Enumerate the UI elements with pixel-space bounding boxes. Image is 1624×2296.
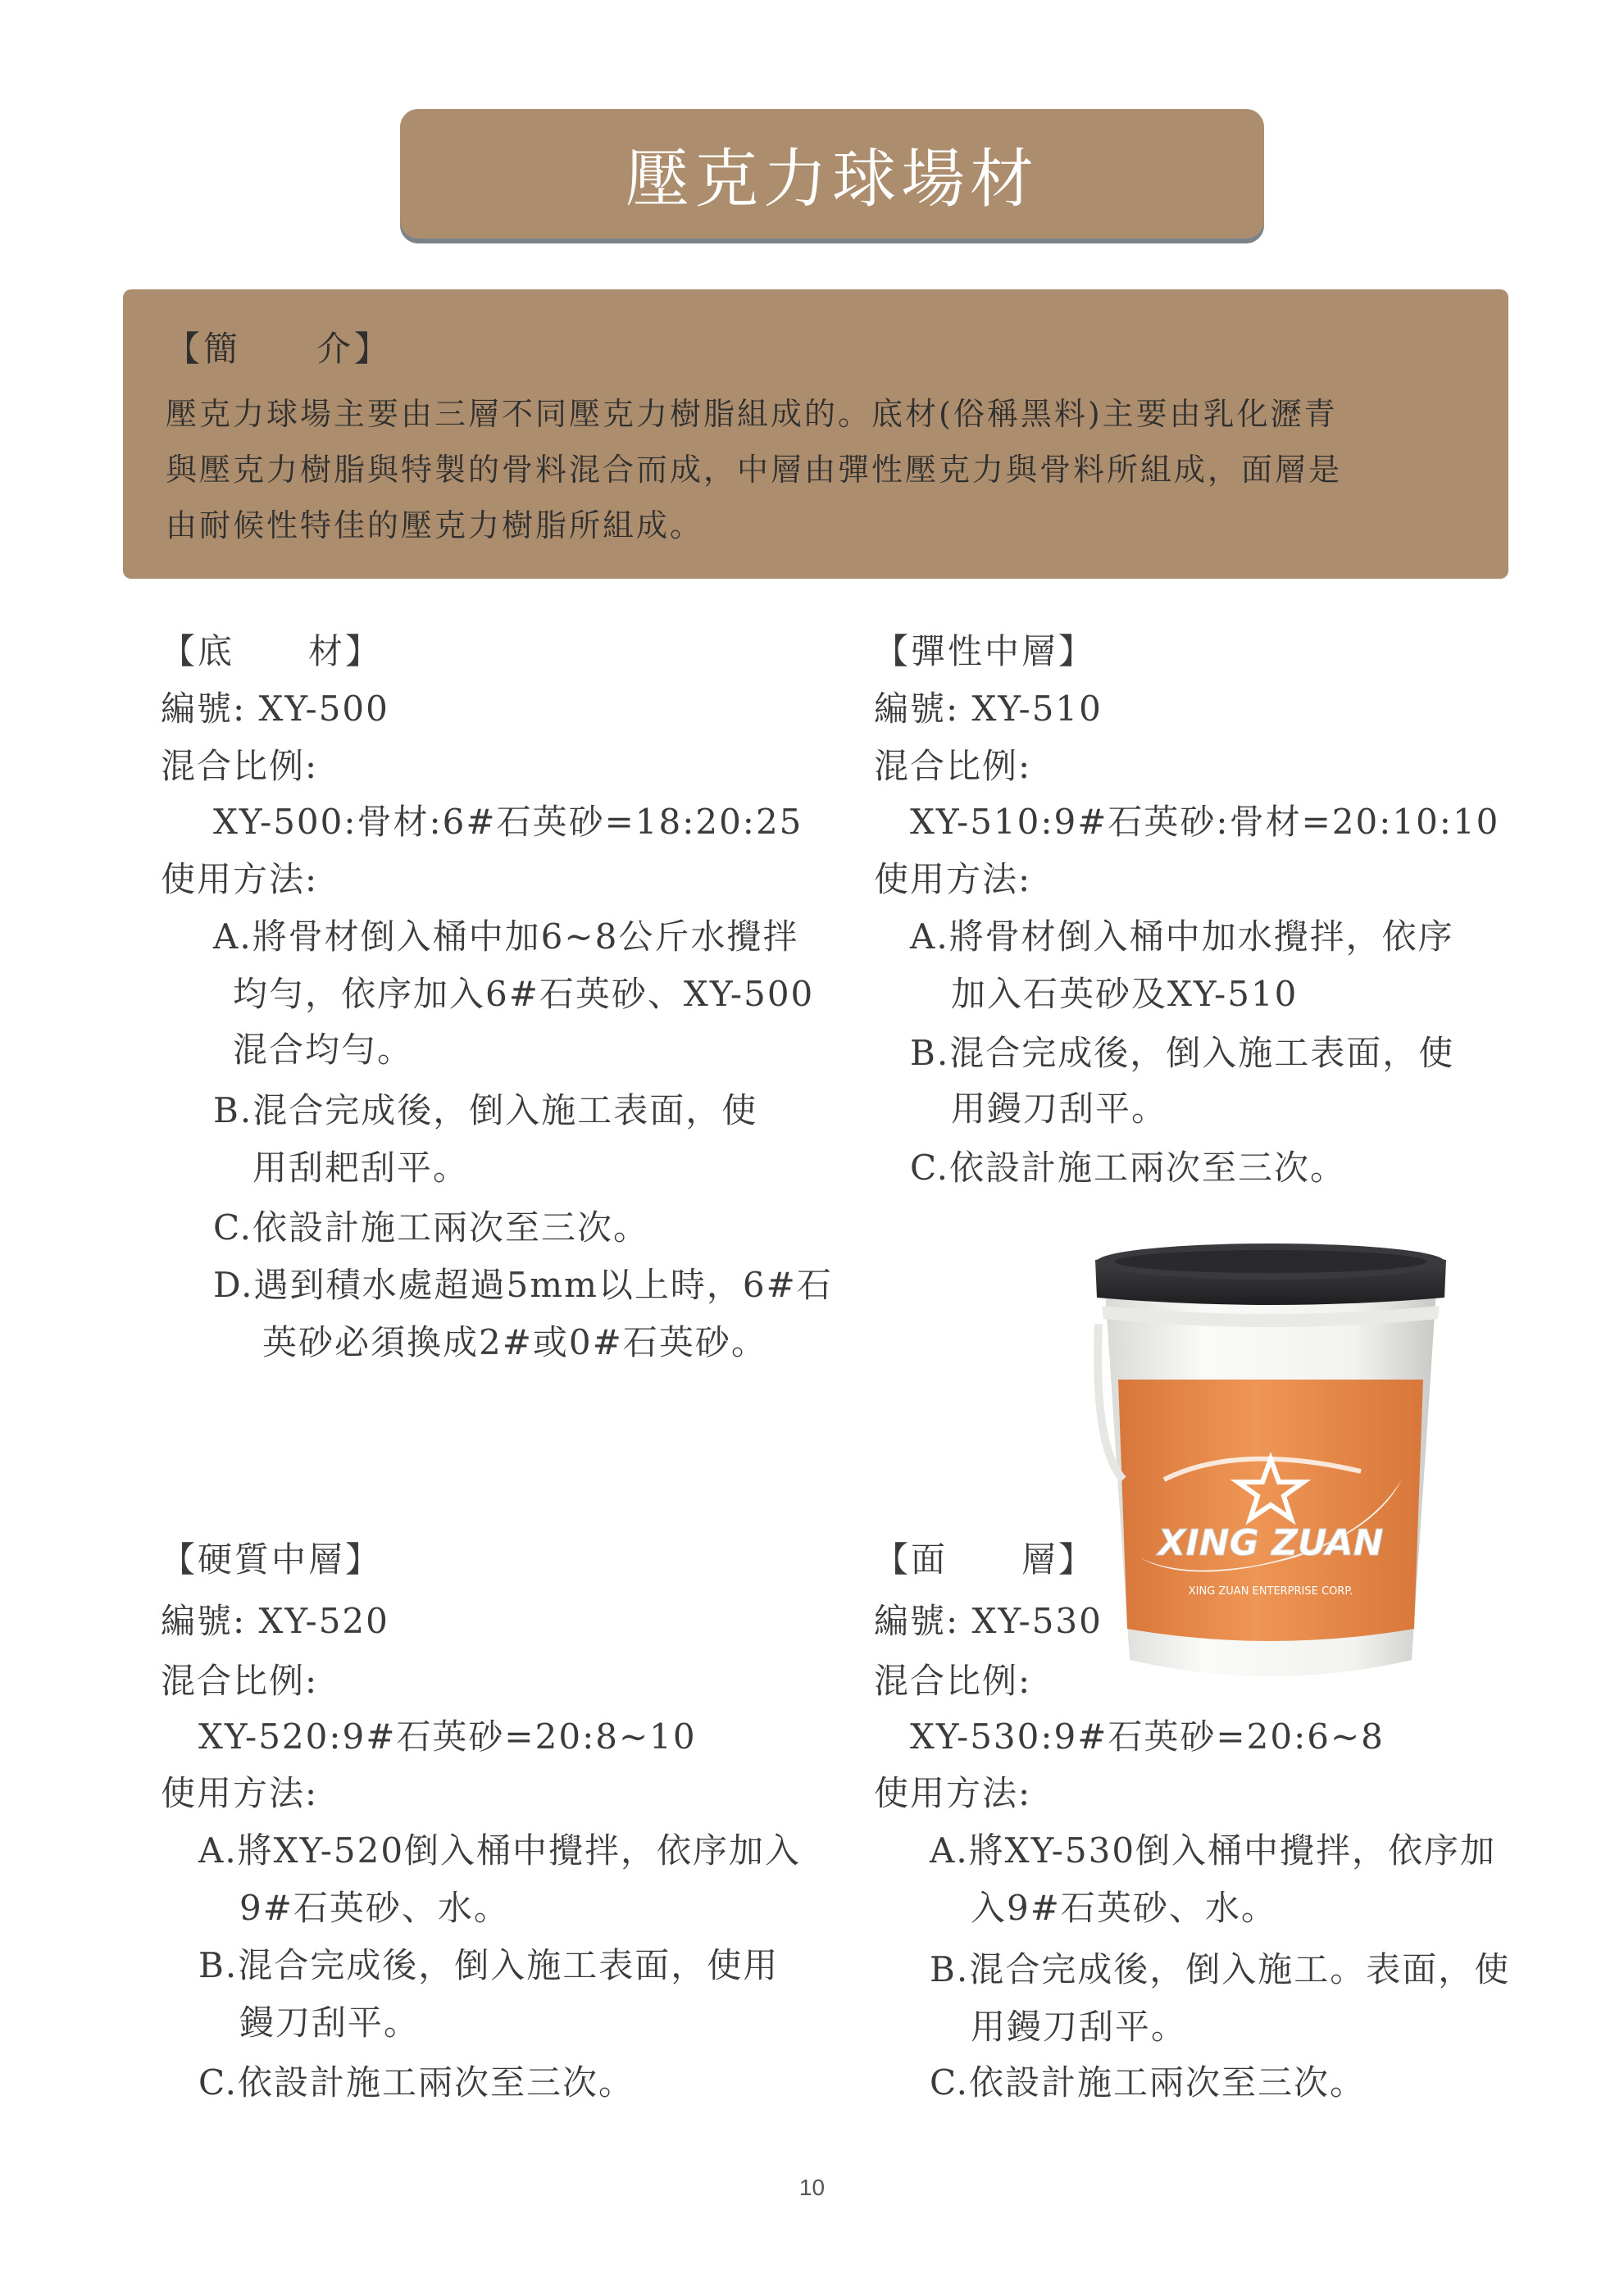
product-code: 編號: XY-530	[874, 1601, 1103, 1641]
step-text: A.將骨材倒入桶中加水攪拌，依序	[910, 916, 1454, 957]
step-text: 鏝刀刮平。	[239, 2003, 421, 2043]
section-heading: 【底 材】	[161, 631, 383, 671]
mix-ratio: XY-530:9#石英砂=20:6~8	[910, 1716, 1385, 1757]
step-text: 加入石英砂及XY-510	[951, 974, 1299, 1014]
method-label: 使用方法:	[874, 859, 1032, 899]
mix-ratio: XY-500:骨材:6#石英砂=18:20:25	[213, 802, 803, 842]
bucket-brand: XING ZUAN	[1158, 1522, 1384, 1564]
step-text: C.依設計施工兩次至三次。	[198, 2062, 635, 2103]
step-text: 英砂必須換成2#或0#石英砂。	[262, 1322, 767, 1362]
intro-body	[166, 386, 1467, 553]
bucket-subtitle: XING ZUAN ENTERPRISE CORP.	[1188, 1585, 1353, 1598]
step-text: A.將XY-530倒入桶中攪拌，依序加	[930, 1830, 1497, 1871]
method-label: 使用方法:	[874, 1773, 1032, 1813]
step-text: D.遇到積水處超過5mm以上時，6#石	[213, 1265, 833, 1305]
method-label: 使用方法:	[161, 1773, 319, 1813]
intro-line: 壓克力球場主要由三層不同壓克力樹脂組成的。底材(俗稱黑料)主要由乳化瀝青	[166, 396, 1338, 432]
step-text: 混合均勻。	[233, 1030, 414, 1070]
intro-heading: 【簡 介】	[166, 329, 393, 369]
page-number: 10	[798, 2175, 826, 2200]
title-banner	[400, 109, 1264, 239]
step-text: C.依設計施工兩次至三次。	[910, 1148, 1346, 1188]
mix-label: 混合比例:	[161, 746, 319, 786]
step-text: B.混合完成後，倒入施工。表面，使	[930, 1949, 1511, 1989]
section-heading: 【面 層】	[874, 1539, 1096, 1580]
step-text: A.將骨材倒入桶中加6~8公斤水攪拌	[213, 916, 799, 957]
intro-line: 與壓克力樹脂與特製的骨料混合而成，中層由彈性壓克力與骨料所組成，面層是	[166, 452, 1343, 488]
step-text: 入9#石英砂、水。	[971, 1888, 1277, 1928]
step-text: 用鏝刀刮平。	[971, 2007, 1188, 2047]
mix-ratio: XY-520:9#石英砂=20:8~10	[198, 1716, 697, 1757]
product-bucket-image	[1090, 1234, 1451, 1693]
mix-ratio: XY-510:9#石英砂:骨材=20:10:10	[910, 802, 1500, 842]
step-text: C.依設計施工兩次至三次。	[213, 1207, 649, 1248]
section-heading: 【彈性中層】	[874, 631, 1096, 671]
mix-label: 混合比例:	[874, 746, 1032, 786]
step-text: C.依設計施工兩次至三次。	[930, 2062, 1366, 2103]
product-code: 編號: XY-500	[161, 689, 389, 729]
product-code: 編號: XY-510	[874, 689, 1103, 729]
step-text: B.混合完成後，倒入施工表面，使用	[198, 1945, 780, 1985]
step-text: 均勻，依序加入6#石英砂、XY-500	[233, 974, 815, 1014]
mix-label: 混合比例:	[874, 1661, 1032, 1701]
step-text: B.混合完成後，倒入施工表面，使	[910, 1033, 1455, 1073]
step-text: 9#石英砂、水。	[239, 1888, 510, 1928]
section-heading: 【硬質中層】	[161, 1539, 383, 1580]
step-text: B.混合完成後，倒入施工表面，使	[213, 1090, 758, 1130]
product-code: 編號: XY-520	[161, 1601, 389, 1641]
page-title: 壓克力球場材	[625, 143, 1039, 216]
method-label: 使用方法:	[161, 859, 319, 899]
mix-label: 混合比例:	[161, 1661, 319, 1701]
step-text: 用刮耙刮平。	[252, 1148, 470, 1188]
step-text: 用鏝刀刮平。	[951, 1089, 1168, 1129]
intro-box	[123, 289, 1508, 579]
intro-line: 由耐候性特佳的壓克力樹脂所組成。	[166, 507, 704, 543]
step-text: A.將XY-520倒入桶中攪拌，依序加入	[198, 1830, 802, 1871]
